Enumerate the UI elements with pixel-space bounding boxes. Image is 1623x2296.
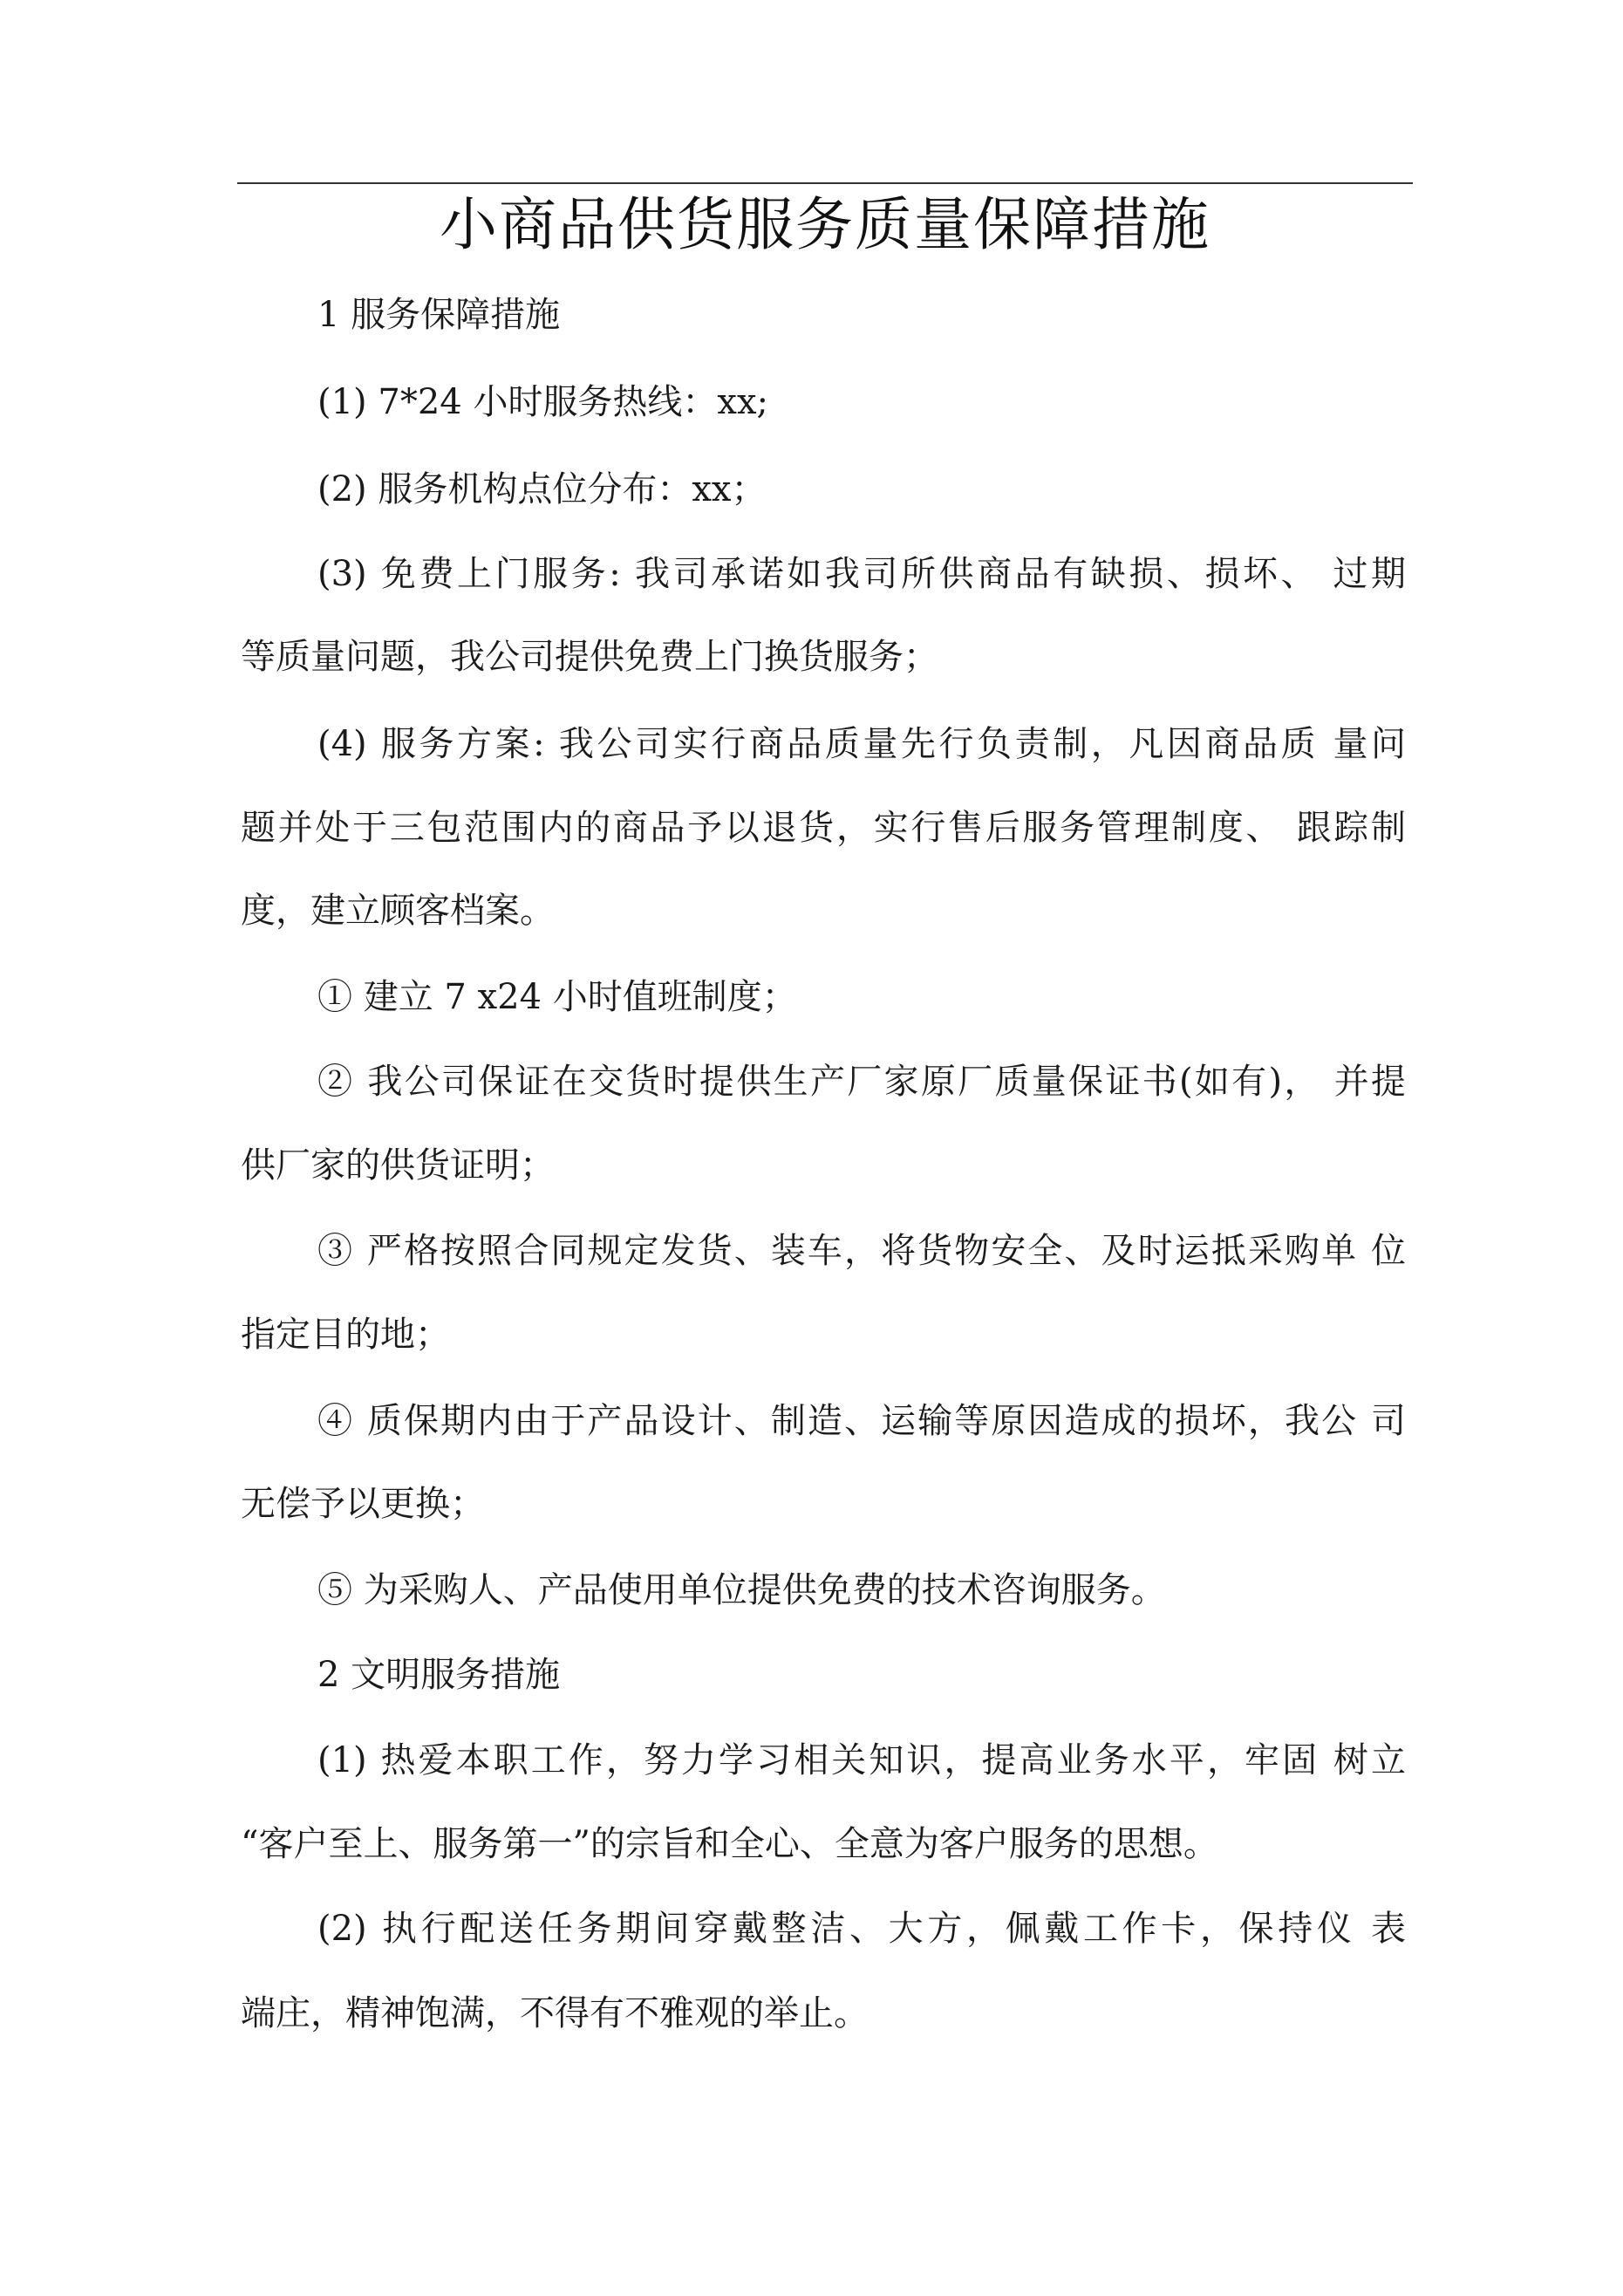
sub-item-2-cont: 供厂家的供货证明； [241, 1145, 555, 1186]
list-item-4-cont: 题并处于三包范围内的商品予以退货，实行售后服务管理制度、 跟踪制 [241, 808, 1406, 848]
sub-item-2: ② 我公司保证在交货时提供生产厂家原厂质量保证书(如有)， 并提 [317, 1062, 1406, 1102]
list-item-5: (1) 热爱本职工作，努力学习相关知识，提高业务水平，牢固 树立 [317, 1740, 1406, 1780]
sub-item-3-cont: 指定目的地； [241, 1315, 450, 1355]
list-item-6-cont: 端庄，精神饱满，不得有不雅观的举止。 [241, 1993, 869, 2033]
sub-item-1: ① 建立 7 x24 小时值班制度； [317, 977, 797, 1017]
sub-item-4: ④ 质保期内由于产品设计、制造、运输等原因造成的损坏，我公 司 [317, 1401, 1406, 1441]
list-item-4-end: 度，建立顾客档案。 [241, 891, 555, 931]
list-item-4: (4) 服务方案: 我公司实行商品质量先行负责制，凡因商品质 量问 [317, 724, 1406, 764]
list-item-6: (2) 执行配送任务期间穿戴整洁、大方，佩戴工作卡，保持仪 表 [317, 1909, 1406, 1949]
document-title: 小商品供货服务质量保障措施 [440, 191, 1210, 258]
list-item-3-cont: 等质量问题，我公司提供免费上门换货服务； [241, 637, 938, 677]
sub-item-4-cont: 无偿予以更换； [241, 1484, 485, 1524]
header-rule [237, 182, 1413, 184]
section-heading-2: 2 文明服务措施 [317, 1655, 561, 1695]
list-item-2: (2) 服务机构点位分布：xx； [317, 469, 767, 509]
list-item-3: (3) 免费上门服务: 我司承诺如我司所供商品有缺损、损坏、 过期 [317, 554, 1406, 594]
sub-item-3: ③ 严格按照合同规定发货、装车，将货物安全、及时运抵采购单 位 [317, 1231, 1406, 1271]
section-heading-1: 1 服务保障措施 [317, 295, 561, 335]
list-item-1: (1) 7*24 小时服务热线：xx; [317, 382, 769, 422]
sub-item-5: ⑤ 为采购人、产品使用单位提供免费的技术咨询服务。 [317, 1570, 1166, 1610]
list-item-5-cont: “客户至上、服务第一”的宗旨和全心、全意为客户服务的思想。 [241, 1824, 1218, 1864]
